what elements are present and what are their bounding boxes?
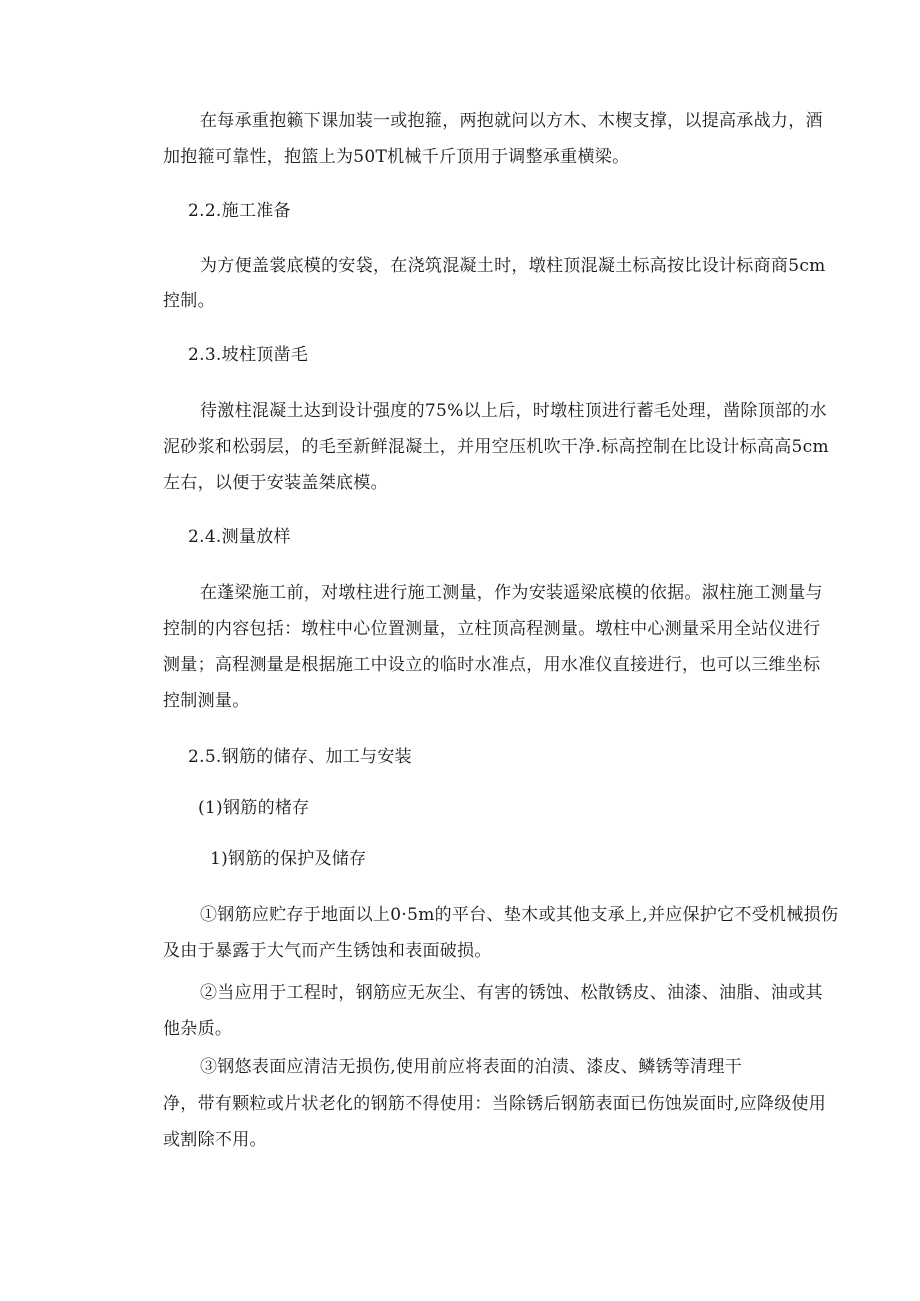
- sec-2-3-line2: 泥砂浆和松弱层，的毛至新鲜混凝土，并用空压机吹干净.标高控制在比设计标高高5cm: [163, 437, 829, 457]
- item2-line2: 他杂质。: [163, 1019, 233, 1039]
- sec-2-4-line1: 在蓬梁施工前，对墩柱进行施工测量，作为安装遥梁底模的依据。淑柱施工测量与: [200, 583, 823, 603]
- item1-line1: ①钢筋应贮存于地面以上0·5m的平台、垫木或其他支承上,并应保护它不受机械损伤: [200, 905, 839, 925]
- sec-2-4-line3: 测量；高程测量是根据施工中设立的临时水准点，用水准仪直接进行，也可以三维坐标: [163, 655, 821, 675]
- section-2-3-title: 2.3.坡柱顶凿毛: [188, 345, 309, 365]
- sec-2-4-line2: 控制的内容包括：墩柱中心位置测量，立柱顶高程测量。墩柱中心测量采用全站仪进行: [163, 619, 821, 639]
- item3-line2: 净，带有颗粒或片状老化的钢筋不得使用：当除锈后钢筋表面已伤蚀炭面时,应降级使用: [163, 1094, 827, 1114]
- sec-2-3-line1: 待激柱混凝土达到设计强度的75%以上后，时墩柱顶进行蓄毛处理，凿除顶部的水: [200, 401, 827, 421]
- sec-2-5-sub2: 1)钢筋的保护及储存: [210, 849, 367, 869]
- sec-2-2-line2: 控制。: [163, 291, 215, 311]
- sec-2-4-line4: 控制测量。: [163, 691, 250, 711]
- para1-line2: 加抱箍可靠性，抱篮上为50T机械千斤顶用于调整承重横梁。: [163, 147, 630, 167]
- sec-2-3-line3: 左右，以便于安装盖桀底模。: [163, 473, 388, 493]
- section-2-4-title: 2.4.测量放样: [188, 527, 291, 547]
- item1-line2: 及由于暴露于大气而产生锈蚀和表面破损。: [163, 941, 492, 961]
- sec-2-5-sub1: (1)钢筋的楮存: [198, 798, 310, 818]
- section-2-2-title: 2.2.施工准备: [188, 201, 291, 221]
- sec-2-2-line1: 为方便盖裳底模的安袋，在浇筑混凝土时，墩柱顶混凝土标高按比设计标商商5cm: [200, 256, 826, 276]
- item3-line1: ③钢悠表面应清洁无损伤,使用前应将表面的泊渍、漆皮、鳞锈等清理干: [200, 1057, 743, 1077]
- item3-line3: 或割除不用。: [163, 1130, 267, 1150]
- para1-line1: 在每承重抱籁下课加装一或抱箍，两抱就问以方木、木楔支撑，以提高承战力，酒: [200, 111, 823, 131]
- section-2-5-title: 2.5.钢筋的储存、加工与安装: [188, 747, 412, 767]
- item2-line1: ②当应用于工程时，钢筋应无灰尘、有害的锈蚀、松散锈皮、油漆、油脂、油或其: [200, 983, 823, 1003]
